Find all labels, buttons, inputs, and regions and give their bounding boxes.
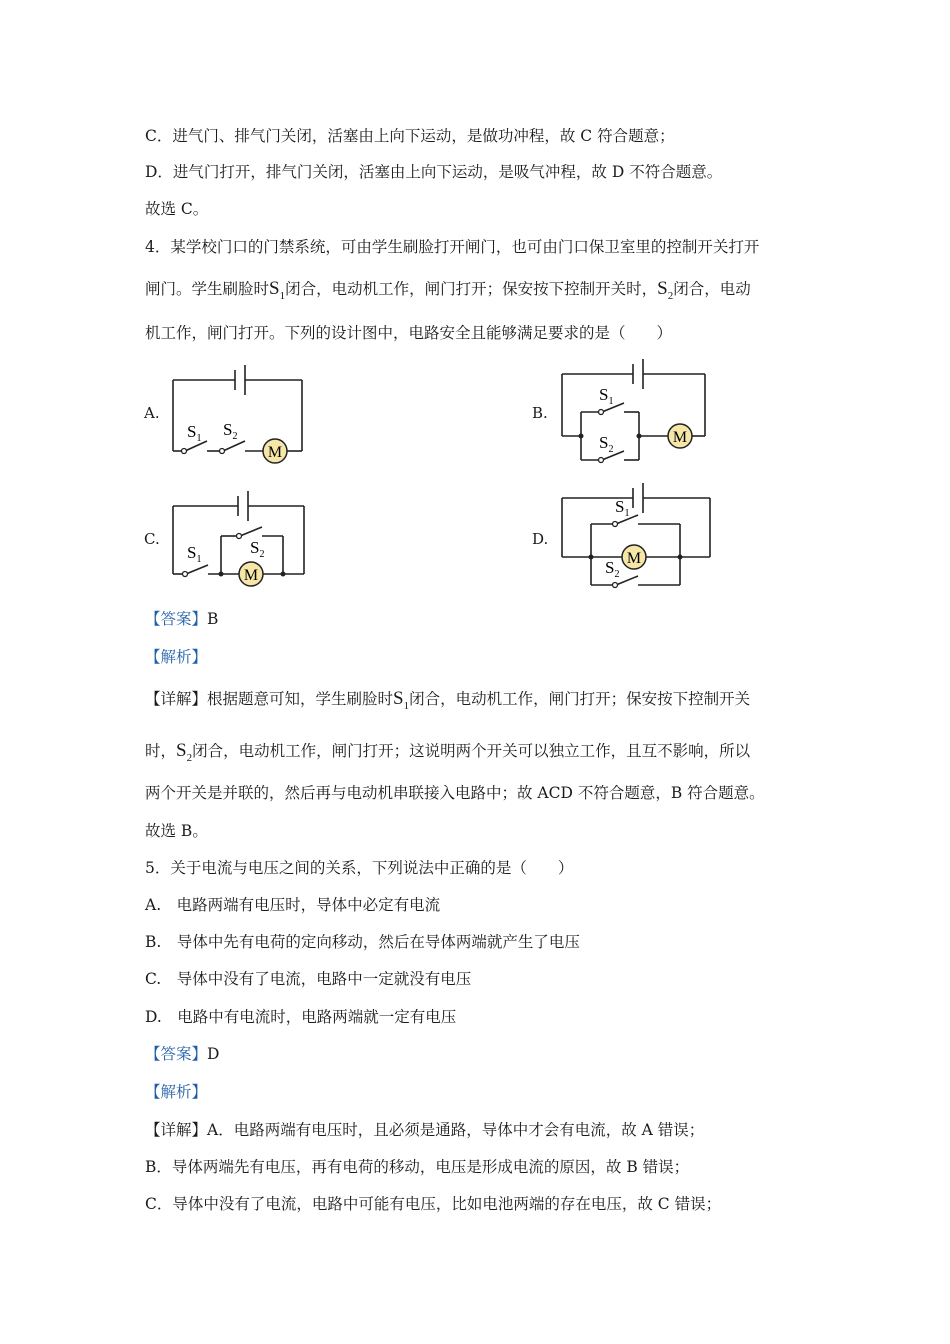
answer-value: D [207, 1045, 220, 1063]
s2-label: $S_2$ [250, 538, 265, 560]
s1-label: $S_1$ [187, 543, 202, 565]
q4-answer [145, 608, 218, 630]
s1-label: $S_1$ [187, 422, 202, 444]
figure-a-label: A. [144, 404, 160, 422]
figure-c-label: C. [144, 530, 160, 548]
s2-symbol: $S_2$ [176, 740, 193, 764]
q4-stem-line2: 闸门。学生刷脸时$S_1$闭合，电动机工作，闸门打开；保安按下控制开关时，$S_2$闭合，电动 [145, 278, 751, 302]
q5-option-c: C. 导体中没有了电流，电路中一定就没有电压 [145, 970, 472, 988]
figure-b-label: B. [532, 404, 548, 422]
detail-tag: 【详解】 [145, 690, 208, 708]
q5-analysis-tag: 【解析】 [145, 1083, 208, 1101]
q4-detail-line2: 时，$S_2$闭合，电动机工作，闸门打开；这说明两个开关可以独立工作，且互不影响，所以 [145, 740, 751, 764]
q5-option-b: B. 导体中先有电荷的定向移动，然后在导体两端就产生了电压 [145, 933, 580, 951]
motor-label: M [626, 550, 642, 567]
answer-tag: 【答案】 [145, 1045, 208, 1063]
q5-stem: 5．关于电流与电压之间的关系，下列说法中正确的是（ ） [145, 859, 574, 877]
q5-option-a: A. 电路两端有电压时，导体中必定有电流 [145, 896, 441, 914]
q4-stem-line1: 4．某学校门口的门禁系统，可由学生刷脸打开闸门，也可由门口保卫室里的控制开关打开 [145, 238, 760, 256]
q4-stem-line3: 机工作，闸门打开。下列的设计图中，电路安全且能够满足要求的是（ ） [145, 324, 673, 342]
q5-answer [145, 1043, 219, 1065]
circuit-figure-b [555, 357, 715, 469]
motor-label: M [267, 444, 283, 461]
detail-tag: 【详解】 [145, 1121, 208, 1139]
circuit-figure-d [555, 481, 720, 593]
s2-label: $S_2$ [605, 558, 620, 580]
s2-label: $S_2$ [223, 420, 238, 442]
q3-conclusion: 故选 C。 [145, 200, 209, 218]
motor-label: M [243, 567, 259, 584]
q5-option-d: D. 电路中有电流时，电路两端就一定有电压 [145, 1008, 457, 1026]
q4-detail-line3: 两个开关是并联的，然后再与电动机串联接入电路中；故 ACD 不符合题意，B 符合题意。 [145, 784, 765, 802]
q3-option-c: C．进气门、排气门关闭，活塞由上向下运动，是做功冲程，故 C 符合题意； [145, 127, 675, 145]
motor-label: M [672, 429, 688, 446]
s2-symbol: $S_2$ [657, 278, 674, 302]
circuit-figure-a [165, 362, 310, 467]
circuit-figure-c [165, 487, 315, 587]
s1-symbol: $S_1$ [269, 278, 286, 302]
q4-conclusion: 故选 B。 [145, 822, 208, 840]
s2-label: $S_2$ [599, 433, 614, 455]
q4-detail-line1: 【详解】根据题意可知，学生刷脸时$S_1$闭合，电动机工作，闸门打开；保安按下控制开关 [145, 688, 751, 712]
s1-label: $S_1$ [615, 497, 630, 519]
q4-analysis-tag: 【解析】 [145, 648, 208, 666]
figure-d-label: D. [532, 530, 549, 548]
q5-detail-c: C．导体中没有了电流，电路中可能有电压，比如电池两端的存在电压，故 C 错误； [145, 1195, 722, 1213]
s1-label: $S_1$ [599, 385, 614, 407]
q3-option-d: D．进气门打开，排气门关闭，活塞由上向下运动，是吸气冲程，故 D 不符合题意。 [145, 163, 723, 181]
q5-detail-b: B．导体两端先有电压，再有电荷的移动，电压是形成电流的原因，故 B 错误； [145, 1158, 690, 1176]
answer-value: B [207, 610, 219, 628]
q5-detail-a: 【详解】A．电路两端有电压时，且必须是通路，导体中才会有电流，故 A 错误； [145, 1121, 705, 1139]
s1-symbol: $S_1$ [393, 688, 410, 712]
answer-tag: 【答案】 [145, 610, 208, 628]
